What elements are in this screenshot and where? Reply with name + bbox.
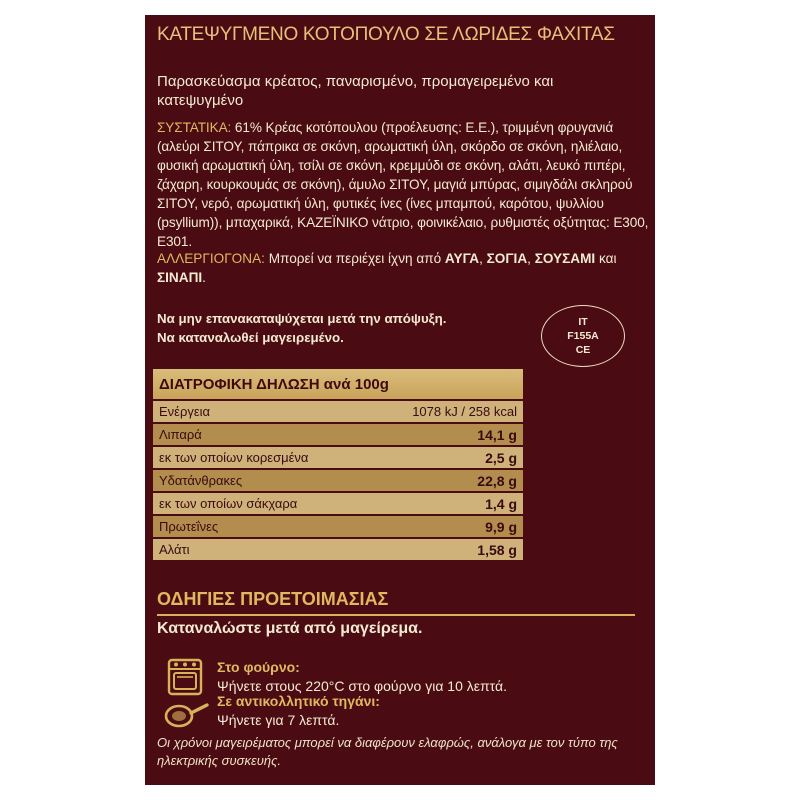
nutrient-value: 9,9 g: [485, 518, 517, 535]
nutrient-name: Υδατάνθρακες: [159, 473, 243, 488]
pan-label: Σε αντικολλητικό τηγάνι:: [217, 693, 380, 709]
allergen-period: .: [202, 270, 206, 285]
nutrient-name: Πρωτεΐνες: [159, 519, 219, 534]
preparation-title: ΟΔΗΓΙΕΣ ΠΡΟΕΤΟΙΜΑΣΙΑΣ: [157, 589, 389, 609]
nutrient-value: 22,8 g: [477, 472, 517, 489]
pan-instruction: Ψήνετε για 7 λεπτά.: [217, 712, 340, 728]
nutrient-value: 1078 kJ / 258 kcal: [412, 404, 517, 419]
preparation-divider: [157, 614, 635, 616]
nutrient-name: εκ των οποίων σάκχαρα: [159, 496, 298, 511]
nutrient-value: 14,1 g: [477, 426, 517, 443]
nutrient-value: 1,4 g: [485, 495, 517, 512]
nutrition-row: [153, 401, 523, 422]
allergen-eggs: ΑΥΓΑ: [444, 251, 480, 266]
allergen-and: και: [598, 251, 617, 266]
allergens-label: ΑΛΛΕΡΓΙΟΓΟΝΑ:: [157, 251, 265, 266]
nutrition-row: [153, 539, 523, 560]
allergen-separator: ,: [479, 251, 483, 266]
nutrient-name: Λιπαρά: [159, 427, 202, 442]
nutrition-row: [153, 447, 523, 468]
allergens-intro: Μπορεί να περιέχει ίχνη από: [268, 251, 442, 266]
health-mark-oval: [541, 305, 625, 367]
nutrient-value: 2,5 g: [485, 449, 517, 466]
allergen-mustard: ΣΙΝΑΠΙ: [157, 270, 203, 285]
ingredients-text: 61% Κρέας κοτόπουλου (προέλευσης: Ε.Ε.), τριμμένη φρυγανιά (αλεύρι ΣΙΤΟΥ, πάπρικα σε σκόνη, αρωματική ύλη, σκόρδο σε σκόνη, ηλιέλαιο, φυσική αρωματική ύλη, τσίλι σε σκόνη, κρεμμύδι σε σκόνη, αλάτι, λευκό πιπέρι, ζάχαρη, κουρκουμάς σε σκόνη), άμυλο ΣΙΤΟΥ, μαγιά μπύρας, σιμιγδάλι σκληρού ΣΙΤΟΥ, νερό, αρωματική ύλη, φυτικές ίνες (ίνες μπαμπού, καρότου, ψυλλίου (psyllium)), μπαχαρικά, ΚΑΖΕΪΝΙΚΟ νάτριο, φοινικέλαιο, ρυθμιστές οξύτητας: Ε300, Ε301.: [157, 120, 649, 249]
nutrient-name: Ενέργεια: [159, 404, 211, 419]
nutrition-row: [153, 493, 523, 514]
cooking-time-note: Οι χρόνοι μαγειρέματος μπορεί να διαφέρουν ελαφρώς, ανάλογα με τον τύπο της ηλεκτρικής συσκευής.: [157, 735, 618, 768]
nutrition-row: [153, 470, 523, 491]
label-panel: [145, 15, 655, 785]
product-title: ΚΑΤΕΨΥΓΜΕΝΟ ΚΟΤΟΠΟΥΛΟ ΣΕ ΛΩΡΙΔΕΣ ΦΑΧΙΤΑΣ: [157, 24, 615, 45]
oven-icon: [165, 657, 205, 697]
ingredients-label: ΣΥΣΤΑΤΙΚΑ:: [157, 120, 232, 135]
nutrition-row: [153, 516, 523, 537]
oven-label: Στο φούρνο:: [217, 659, 300, 675]
nutrient-name: εκ των οποίων κορεσμένα: [159, 450, 309, 465]
health-mark-country: IT: [578, 316, 588, 328]
oven-instruction: Ψήνετε στους 220°C στο φούρνο για 10 λεπτά.: [217, 678, 507, 694]
nutrition-header: ΔΙΑΤΡΟΦΙΚΗ ΔΗΛΩΣΗ ανά 100g: [153, 369, 523, 399]
nutrient-value: 1,58 g: [477, 541, 517, 558]
health-mark-region: CE: [575, 344, 591, 356]
allergen-soy: ΣΟΓΙΑ: [486, 251, 528, 266]
oven-method: [217, 659, 507, 694]
health-mark-code: F155A: [567, 330, 599, 342]
refreeze-warning: Να μην επανακαταψύχεται μετά την απόψυξη.: [157, 311, 447, 326]
allergens-block: [157, 249, 647, 287]
allergen-sesame: ΣΟΥΣΑΜΙ: [534, 251, 596, 266]
ingredients-block: [157, 118, 655, 251]
allergen-separator: ,: [527, 251, 531, 266]
storage-warnings: [157, 309, 557, 347]
nutrition-table: [153, 369, 523, 560]
product-subtitle: Παρασκεύασμα κρέατος, παναρισμένο, προμαγειρεμένο και κατεψυγμένο: [157, 73, 554, 109]
consume-instruction: Καταναλώστε μετά από μαγείρεμα.: [157, 620, 423, 637]
nutrient-name: Αλάτι: [159, 542, 190, 557]
pan-method: [217, 693, 380, 728]
nutrition-row: [153, 424, 523, 445]
frying-pan-icon: [161, 701, 209, 731]
cook-warning: Να καταναλωθεί μαγειρεμένο.: [157, 330, 344, 345]
